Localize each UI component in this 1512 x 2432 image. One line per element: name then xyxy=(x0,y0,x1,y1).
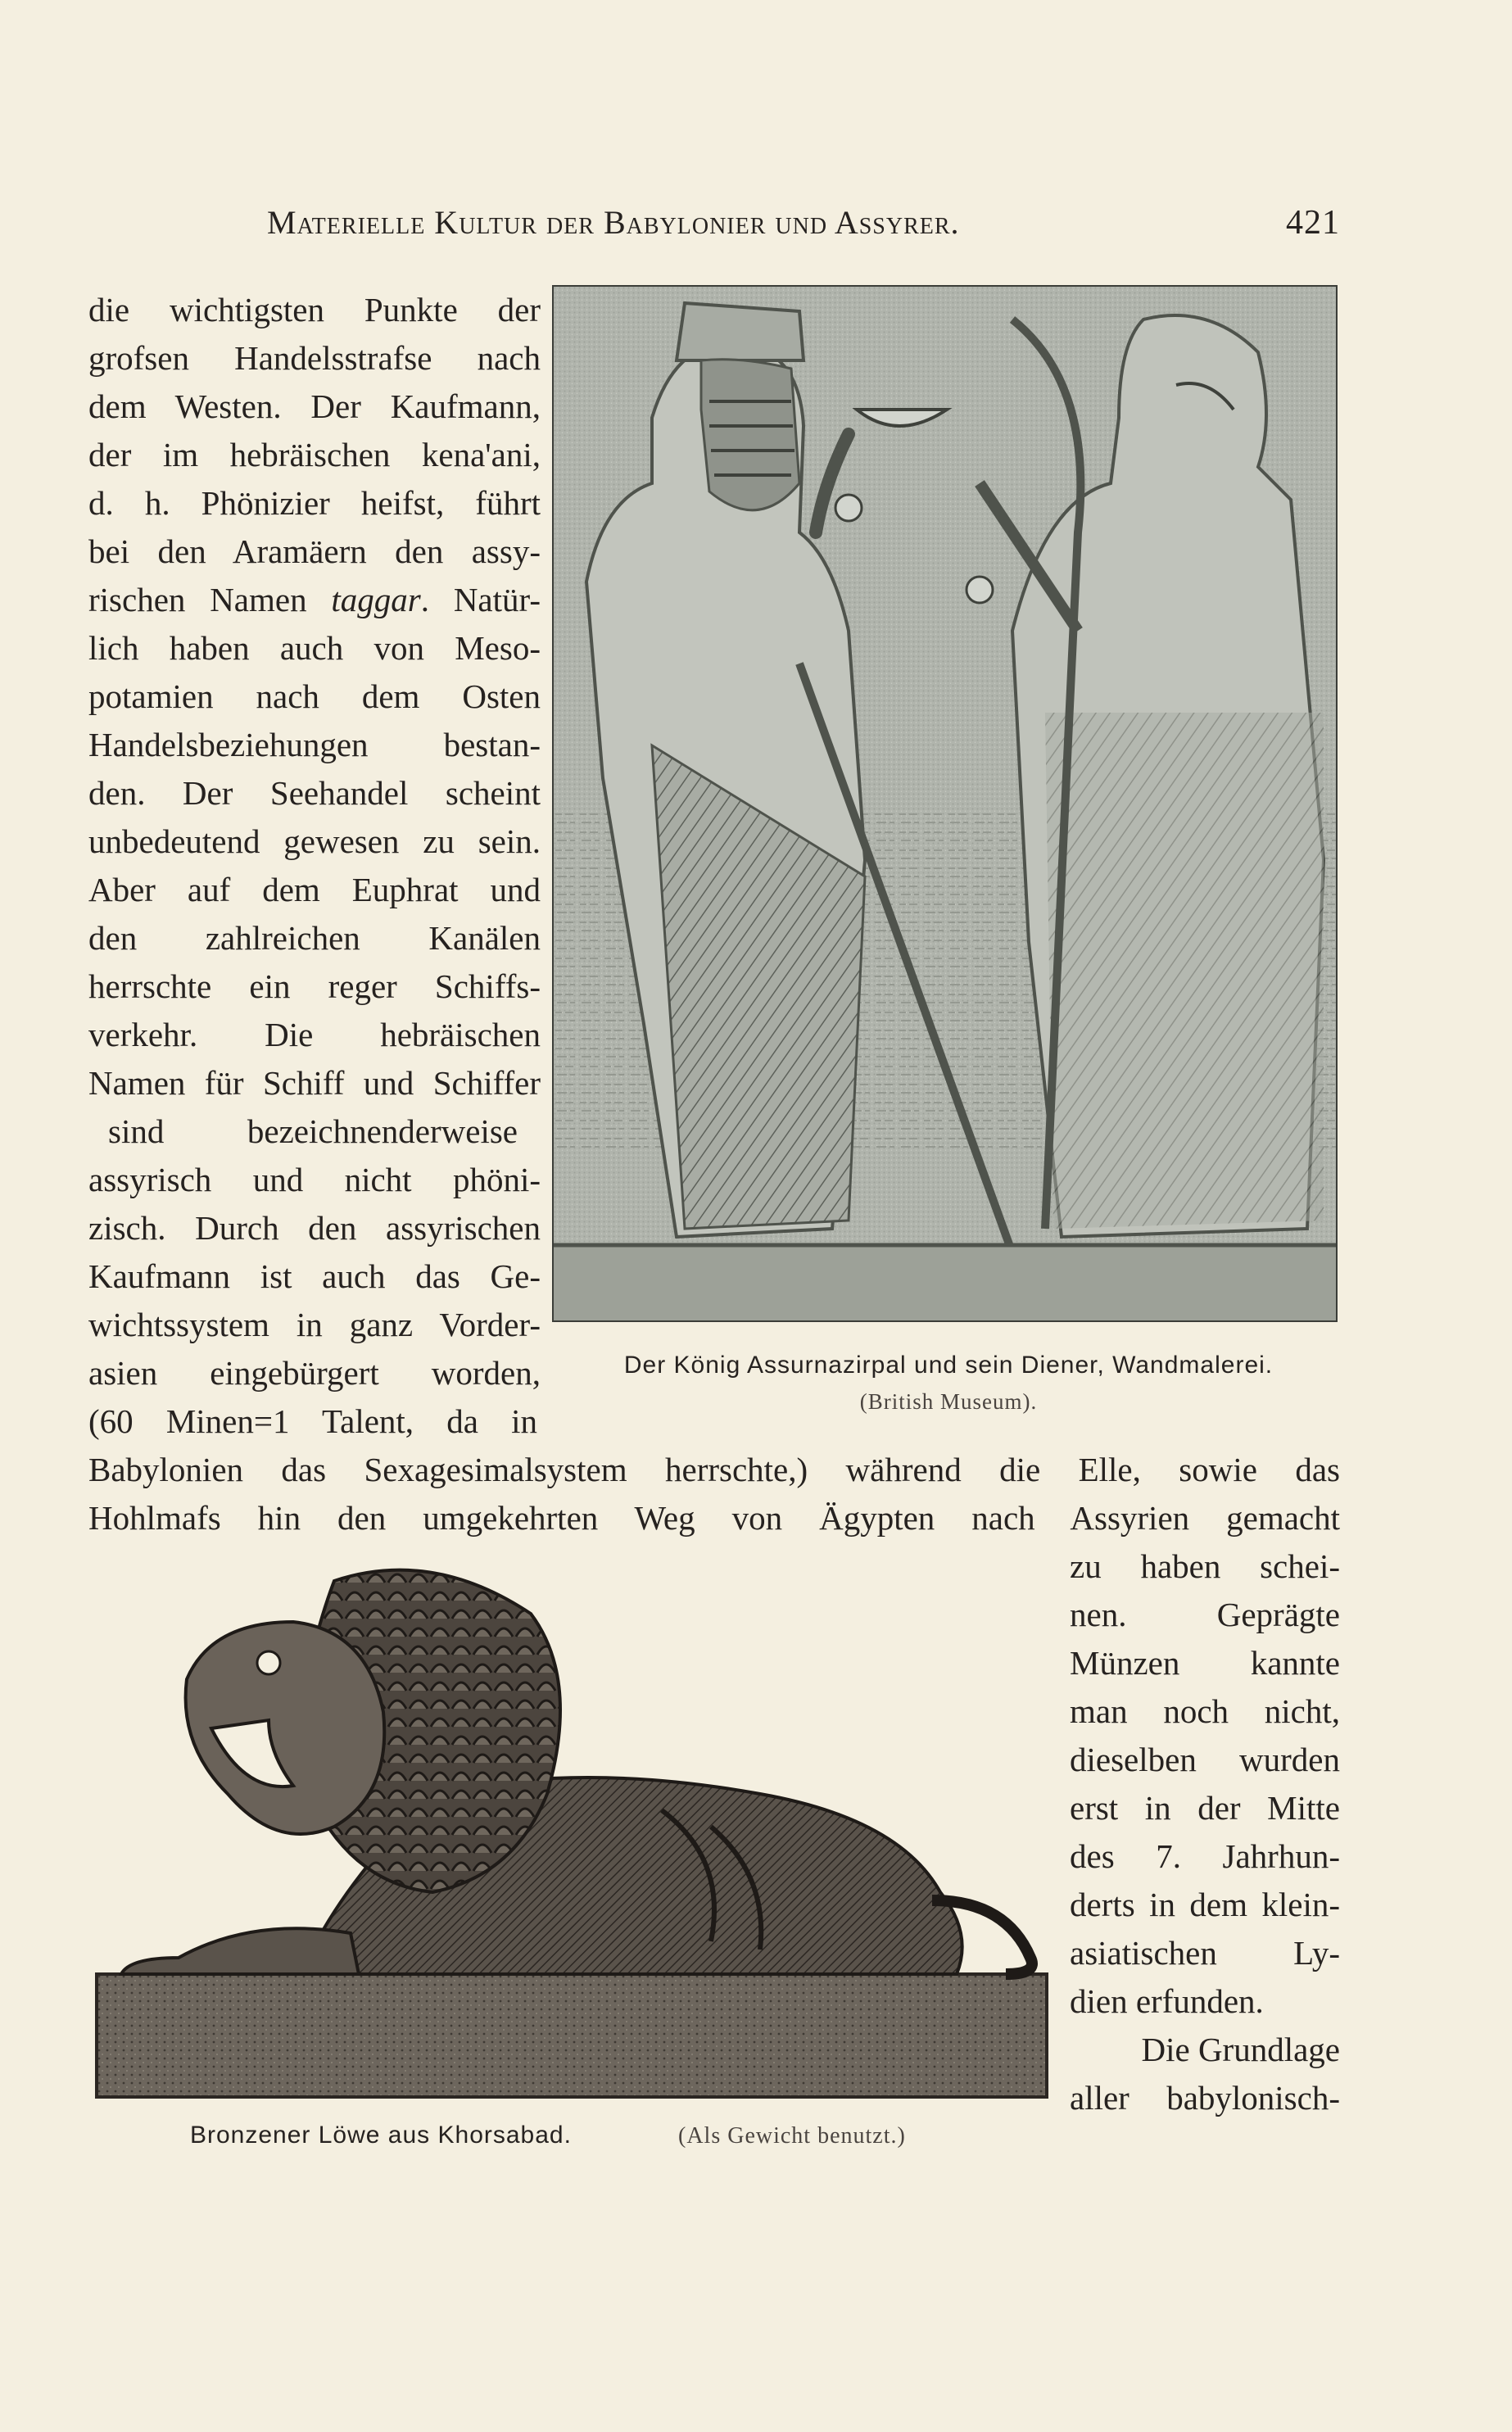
text-line: derts in dem klein- xyxy=(1070,1886,1340,1923)
text-line: asien eingebürgert worden, xyxy=(88,1354,541,1392)
text-line: Kaufmann ist auch das Ge- xyxy=(88,1257,541,1295)
text-line xyxy=(88,578,541,621)
text-line: potamien nach dem Osten xyxy=(88,677,541,715)
text-line: Babylonien das Sexagesimalsystem herrschte,) während die Elle, sowie das xyxy=(88,1451,1340,1488)
text-line: die wichtigsten Punkte der xyxy=(88,291,541,328)
text-line: den zahlreichen Kanälen xyxy=(88,919,541,957)
text-line: Namen für Schiff und Schiffer xyxy=(88,1064,541,1102)
text-line: des 7. Jahrhun- xyxy=(1070,1837,1340,1875)
text-line: asiatischen Ly- xyxy=(1070,1934,1340,1972)
text-line: zu haben schei- xyxy=(1070,1547,1340,1585)
text-line: nen. Geprägte xyxy=(1070,1596,1340,1633)
text-line: herrschte ein reger Schiffs- xyxy=(88,967,541,1005)
text-line: erst in der Mitte xyxy=(1070,1789,1340,1827)
text-segment: . Natür- xyxy=(420,581,541,618)
italic-term: taggar xyxy=(331,581,421,618)
text-line: der im hebräischen kena'ani, xyxy=(88,436,541,473)
relief-credit: (British Museum). xyxy=(859,1389,1038,1414)
page-number: 421 xyxy=(1286,204,1340,242)
text-line: den. Der Seehandel scheint xyxy=(88,774,541,812)
text-segment: rischen Namen xyxy=(88,581,307,618)
text-line: Aber auf dem Euphrat und xyxy=(88,871,541,908)
text-line: dieselben wurden xyxy=(1070,1741,1340,1778)
text-line: Hohlmafs hin den umgekehrten Weg von Ägypten nach Assyrien gemacht xyxy=(88,1499,1340,1537)
text-line: sind bezeichnenderweise xyxy=(108,1112,518,1150)
text-line: verkehr. Die hebräischen xyxy=(88,1016,541,1053)
lion-caption: Bronzener Löwe aus Khorsabad. xyxy=(190,2122,572,2149)
text-line: aller babylonisch- xyxy=(1070,2079,1340,2117)
running-header xyxy=(267,203,1340,252)
text-line: Handelsbeziehungen bestan- xyxy=(88,726,541,763)
text-line: lich haben auch von Meso- xyxy=(88,629,541,667)
lion-illustration xyxy=(88,1548,1060,2105)
text-line: Münzen kannte xyxy=(1070,1644,1340,1682)
lion-credit: (Als Gewicht benutzt.) xyxy=(678,2123,906,2149)
text-line: zisch. Durch den assyrischen xyxy=(88,1209,541,1247)
text-line: Die Grundlage xyxy=(1141,2031,1340,2068)
relief-caption: Der König Assurnazirpal und sein Diener, Wandmalerei. xyxy=(623,1352,1274,1379)
text-line: d. h. Phönizier heifst, führt xyxy=(88,484,541,522)
text-line: (60 Minen=1 Talent, da in xyxy=(88,1402,537,1440)
text-line: grofsen Handelsstrafse nach xyxy=(88,339,541,377)
text-line: bei den Aramäern den assy- xyxy=(88,532,541,570)
text-line: wichtssystem in ganz Vorder- xyxy=(88,1306,541,1343)
text-line: man noch nicht, xyxy=(1070,1692,1340,1730)
text-line: unbedeutend gewesen zu sein. xyxy=(88,822,541,860)
text-line: dien erfunden. xyxy=(1070,1982,1264,2020)
chapter-title: Materielle Kultur der Babylonier und Assyrer. xyxy=(267,204,960,241)
text-line: assyrisch und nicht phöni- xyxy=(88,1161,541,1198)
relief-illustration xyxy=(552,285,1338,1322)
text-line: dem Westen. Der Kaufmann, xyxy=(88,387,541,425)
